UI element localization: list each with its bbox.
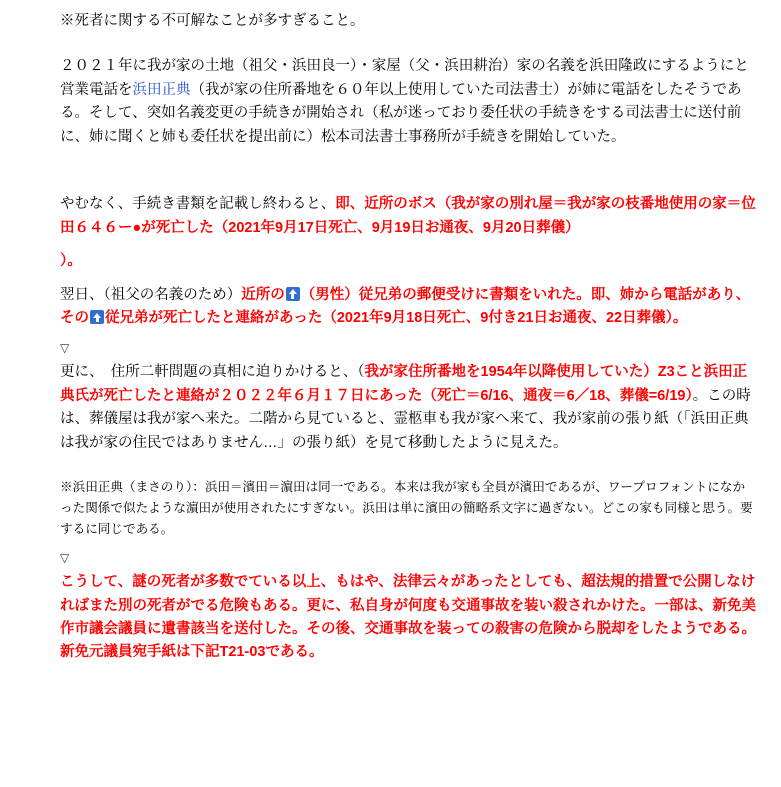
highlight-red-segment: 近所の (241, 286, 285, 303)
up-arrow-blue-icon (286, 287, 300, 301)
highlight-red-segment: こうして、謎の死者が多数でている以上、もはや、法律云々があったとしても、超法規的措置で公開しなければまた別の死者がでる危険もある。 (60, 574, 756, 614)
spacer (60, 465, 757, 477)
paragraph-neighbor-boss-death (60, 193, 757, 240)
highlight-red-segment: （男性）従兄弟の郵便受けに書類をいれた。即、姉から電話があり、その (60, 286, 751, 327)
document-heading: ※死者に関する不可解なことが多すぎること。 (60, 13, 365, 29)
highlight-red-death-record: 即、近所のボス（我が家の別れ屋＝我が家の枝番地使用の家＝位田６４６ー●が死亡した（2021年9月17日死亡、9月19日お通夜、9月20日葬儀） (60, 196, 756, 236)
triangle-marker-1: ▽ (60, 340, 70, 355)
paragraph-ownership-transfer (60, 55, 757, 149)
up-arrow-blue-icon (90, 310, 104, 324)
triangle-marker-2: ▽ (60, 550, 70, 565)
paragraph-text-segment: 更に、 住所二軒問題の真相に迫りかけると、（ (60, 364, 365, 381)
paragraph-conclusion (60, 571, 757, 665)
paragraph-text-segment: 。この時は、葬儀屋は我が家へ来た。二階から見ていると、霊柩車も我が家へ来て、我が家前の張り紙（「浜田正典は我が家の住民ではありません…」の張り紙）を見て移動したように見えた。 (60, 387, 751, 451)
highlight-red-segment: 更に、私自身が何度も交通事故を装い殺されかけた。一部は、新免美作市議会議員に遺書該当を送付した。その後、交通事故を装っての殺害の危険から脱却をしたようである。新免元議員宛手紙は下記T21-03である。 (60, 597, 756, 661)
paragraph-cousin-death (60, 284, 757, 331)
paragraph-closing-paren: ）。 (60, 253, 82, 270)
highlight-red-death-record: 我が家住所番地を1954年以降使用していた）Z3こと浜田正典氏が死亡したと連絡が２０２２年６月１７日にあった（死亡＝6/16、通夜＝6／18、葬儀=6/19） (60, 364, 748, 404)
paragraph-text-segment: ２０２１年に我が家の土地（祖父・浜田良一）・家屋（父・浜田耕治）家の名義を浜田隆政にするようにと営業電話を (60, 58, 749, 98)
footnote-name-variants: ※浜田正典（まさのり）：浜田＝濱田＝濵田は同一である。本来は我が家も全員が濱田であるが、ワープロフォントになかった関係で似たような濵田が使用されたにすぎない。浜田は単に濱田の簡略系文字に過ぎない。どこの家も同様と思う。要するに同じである。 (60, 480, 753, 537)
link-hamada-masanori[interactable]: 浜田正典 (132, 81, 191, 98)
highlight-red-segment: 従兄弟が死亡したと連絡があった（2021年9月18日死亡、9付き21日お通夜、22日葬儀）。 (105, 310, 688, 327)
paragraph-text-segment: （我が家の住所番地を６０年以上使用していた司法書士）が姉に電話をしたそうである。そして、突如名義変更の手続きが開始され（私が迷っており委任状の手続きをする司法書士に送付前に、姉に聞くと姉も委任状を提出前に）松本司法書士事務所が手続きを開始していた。 (60, 81, 742, 145)
spacer (60, 43, 757, 55)
spacer (60, 159, 757, 193)
paragraph-text-segment: やむなく、手続き書類を記載し終わると、 (60, 196, 336, 213)
paragraph-address-truth (60, 361, 757, 455)
paragraph-text-segment: 翌日、（祖父の名義のため） (60, 286, 242, 303)
